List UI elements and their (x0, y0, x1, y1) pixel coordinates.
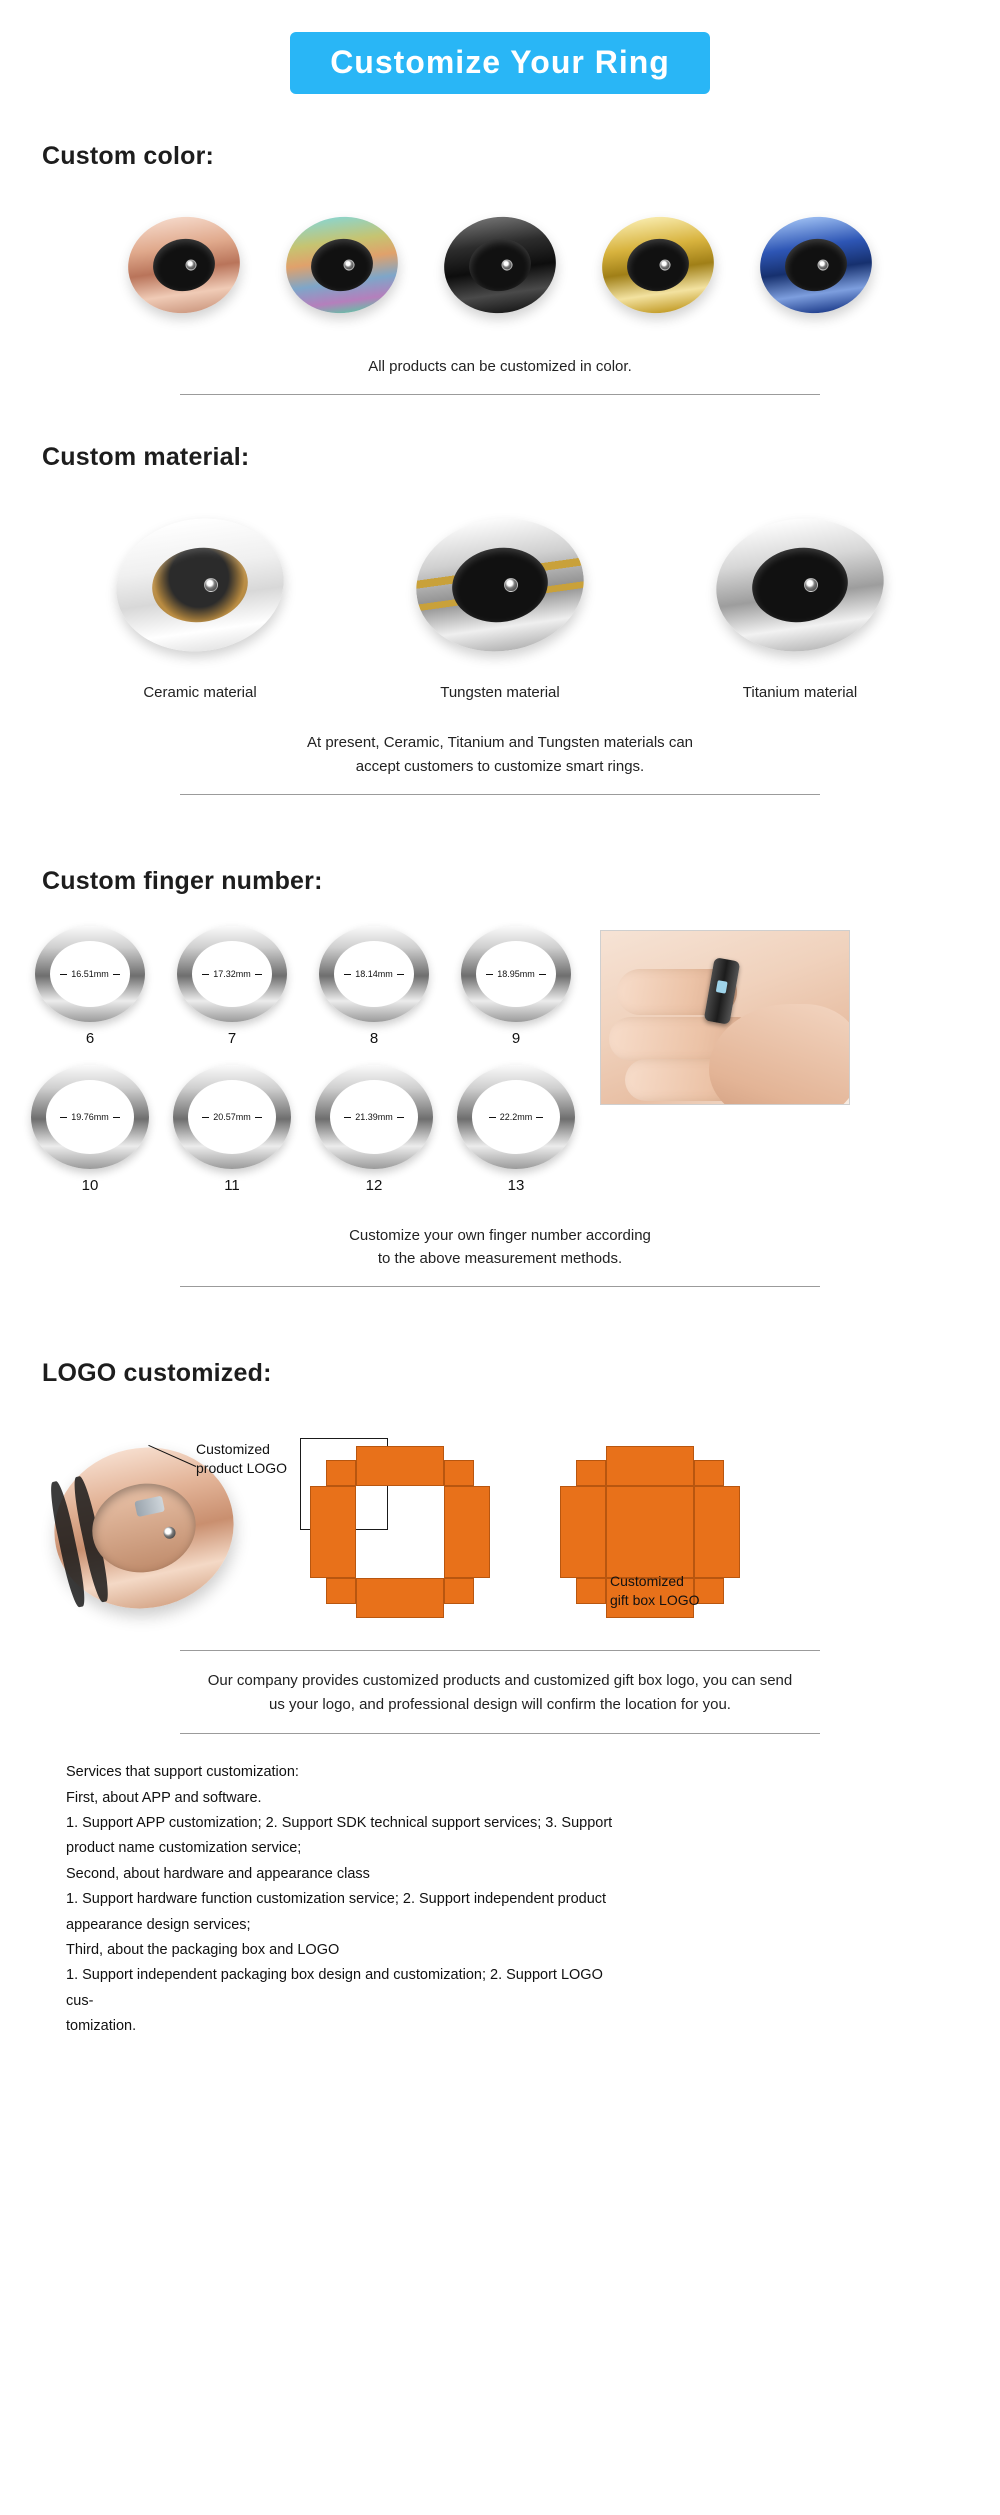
divider (180, 394, 820, 395)
sensor-dot-icon (344, 260, 355, 271)
box-panel-main (606, 1486, 694, 1578)
box-flap (326, 1460, 356, 1486)
hand-measurement-photo (600, 930, 850, 1105)
logo-caption-line2: us your logo, and professional design will confirm the location for you. (269, 1696, 731, 1714)
box-flap (576, 1578, 606, 1604)
size-ring (177, 926, 287, 1022)
size-number: 8 (369, 1029, 379, 1047)
size-measurement: 19.76mm (63, 1112, 117, 1122)
ring-band (408, 508, 593, 662)
material-item-tungsten (405, 510, 595, 701)
box-panel (356, 1446, 444, 1486)
services-line: product name customization service; (66, 1840, 302, 1857)
size-number: 9 (511, 1029, 521, 1047)
size-ring (315, 1065, 433, 1169)
box-flap (444, 1460, 474, 1486)
ring-band (280, 210, 404, 321)
box-panel (560, 1486, 606, 1578)
box-panel (310, 1486, 356, 1578)
size-measurement: 22.2mm (492, 1112, 541, 1122)
material-caption-line2: accept customers to customize smart rings. (355, 757, 645, 775)
logo-ring-wrap (40, 1422, 290, 1622)
size-number: 7 (227, 1029, 237, 1047)
material-item-titanium (705, 510, 895, 701)
size-measurement: 18.14mm (347, 969, 401, 979)
size-measurement: 17.32mm (205, 969, 259, 979)
size-ring (31, 1065, 149, 1169)
callout-product-line2: product LOGO (196, 1460, 288, 1477)
ring-band (122, 210, 246, 321)
callout-box-line2: gift box LOGO (610, 1592, 700, 1609)
size-ring (461, 926, 571, 1022)
size-measurement: 18.95mm (489, 969, 543, 979)
box-flap (694, 1460, 724, 1486)
services-line: First, about APP and software. (66, 1789, 262, 1806)
sensor-dot-icon (660, 260, 671, 271)
services-line: 1. Support independent packaging box design and customization; 2. Support LOGO cus- (66, 1967, 603, 2009)
material-row (0, 510, 1000, 701)
finger-caption (0, 1224, 1000, 1271)
services-text (66, 1760, 626, 2039)
ceramic-ring (110, 510, 290, 660)
finger-size-area (0, 926, 1000, 1194)
size-number: 10 (81, 1176, 99, 1194)
callout-box-line1: Customized (610, 1573, 684, 1590)
material-item-ceramic (105, 510, 295, 701)
callout-product-logo (196, 1440, 316, 1478)
section-heading-color: Custom color: (42, 142, 215, 170)
size-number: 13 (507, 1176, 525, 1194)
finger-caption-line1: Customize your own finger number according (349, 1226, 651, 1244)
size-number: 11 (224, 1176, 240, 1194)
logo-caption (0, 1669, 1000, 1717)
size-ring-hole (334, 941, 414, 1007)
divider (180, 794, 820, 795)
size-item (30, 1065, 150, 1194)
box-panel (606, 1446, 694, 1486)
gift-box-dieline-front (300, 1438, 500, 1628)
size-item (456, 1065, 576, 1194)
size-item (314, 1065, 434, 1194)
sensor-dot-icon (804, 578, 818, 592)
size-number: 6 (85, 1029, 95, 1047)
ring-led-icon (716, 980, 728, 994)
services-line: Second, about hardware and appearance class (66, 1865, 370, 1882)
box-flap (576, 1460, 606, 1486)
box-panel (444, 1486, 490, 1578)
logo-caption-line1: Our company provides customized products and customized gift box logo, you can send (207, 1672, 793, 1690)
services-line: appearance design services; (66, 1916, 251, 1933)
titanium-ring (710, 510, 890, 660)
services-line: 1. Support hardware function customization service; 2. Support independent product (66, 1891, 607, 1908)
section-heading-logo: LOGO customized: (42, 1359, 272, 1388)
material-label: Tungsten material (440, 684, 560, 702)
size-ring-hole (472, 1080, 560, 1154)
sensor-dot-icon (204, 578, 218, 592)
divider (180, 1650, 820, 1651)
material-caption (0, 731, 1000, 778)
size-measurement: 16.51mm (63, 969, 117, 979)
page-title-wrap (0, 0, 1000, 94)
ring-band (596, 210, 720, 321)
ring-band (754, 210, 878, 321)
divider (180, 1733, 820, 1734)
sensor-dot-icon (186, 260, 197, 271)
ring-band (108, 508, 293, 662)
size-ring-hole (50, 941, 130, 1007)
tungsten-ring (410, 510, 590, 660)
ring-band (708, 508, 893, 662)
size-item (172, 1065, 292, 1194)
sensor-dot-icon (504, 578, 518, 592)
size-ring (457, 1065, 575, 1169)
gold-ring (598, 205, 718, 325)
color-caption: All products can be customized in color. (368, 358, 632, 375)
sensor-dot-icon (502, 260, 513, 271)
size-ring-hole (476, 941, 556, 1007)
logo-area (0, 1422, 1000, 1628)
sensor-dot-icon (818, 260, 829, 271)
finger-caption-line2: to the above measurement methods. (377, 1250, 623, 1267)
size-item (456, 926, 576, 1047)
worn-ring (704, 957, 741, 1025)
box-flap (326, 1578, 356, 1604)
size-ring (35, 926, 145, 1022)
divider (180, 1286, 820, 1287)
size-measurement: 21.39mm (347, 1112, 401, 1122)
size-ring-hole (192, 941, 272, 1007)
color-ring-row (0, 205, 1000, 325)
section-heading-material: Custom material: (42, 443, 250, 472)
size-ring-hole (330, 1080, 418, 1154)
material-label: Ceramic material (143, 684, 257, 702)
size-measurement: 20.57mm (205, 1112, 259, 1122)
size-item (30, 926, 150, 1047)
box-panel (694, 1486, 740, 1578)
black-ring (440, 205, 560, 325)
rainbow-ring (282, 205, 402, 325)
size-number: 12 (365, 1176, 383, 1194)
box-panel (356, 1578, 444, 1618)
blue-ring (756, 205, 876, 325)
rose-gold-ring (124, 205, 244, 325)
size-ring-hole (188, 1080, 276, 1154)
finger-size-grid (30, 926, 590, 1194)
material-caption-line1: At present, Ceramic, Titanium and Tungsten materials can (306, 734, 693, 752)
material-label: Titanium material (742, 684, 858, 702)
ring-band (438, 210, 562, 321)
size-ring (319, 926, 429, 1022)
box-flap (444, 1578, 474, 1604)
callout-giftbox-logo (610, 1572, 699, 1610)
page-title: Customize Your Ring (290, 32, 710, 94)
section-heading-finger: Custom finger number: (42, 866, 323, 895)
services-line: Services that support customization: (66, 1764, 299, 1781)
size-ring (173, 1065, 291, 1169)
size-item (314, 926, 434, 1047)
services-line: Third, about the packaging box and LOGO (66, 1941, 340, 1958)
callout-product-line1: Customized (196, 1441, 270, 1458)
services-line: tomization. (66, 2018, 137, 2034)
size-item (172, 926, 292, 1047)
services-line: 1. Support APP customization; 2. Support SDK technical support services; 3. Support (66, 1815, 613, 1831)
size-ring-hole (46, 1080, 134, 1154)
